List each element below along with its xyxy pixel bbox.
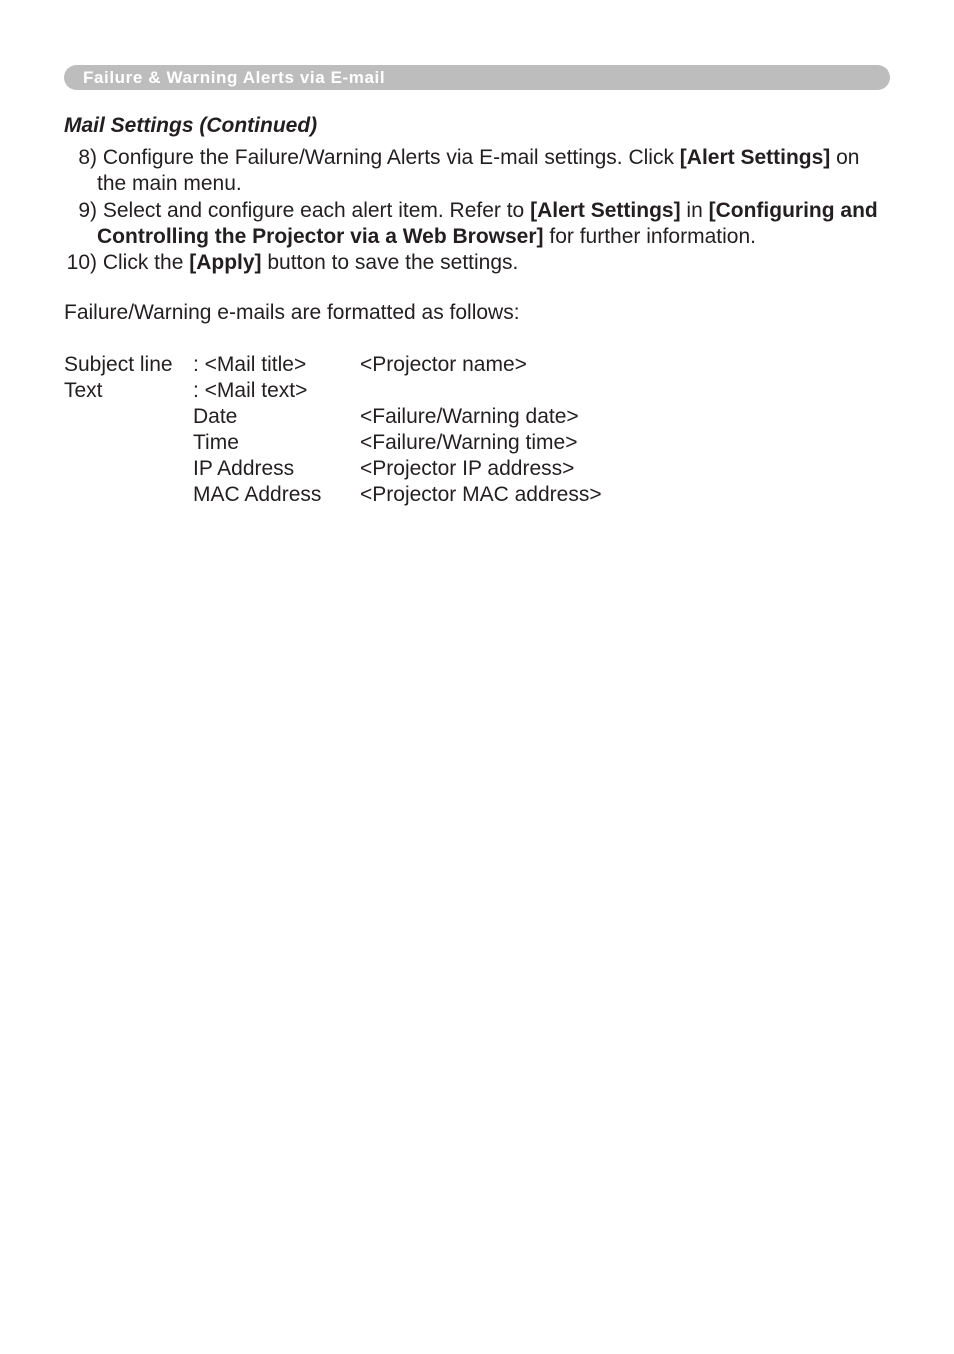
format-field: Time	[193, 431, 239, 454]
format-field: MAC Address	[193, 483, 322, 506]
format-label: Subject line	[64, 353, 173, 376]
format-row	[64, 482, 894, 508]
section-header-bar	[64, 65, 890, 90]
format-value: <Failure/Warning time>	[360, 431, 578, 454]
format-value: <Failure/Warning date>	[360, 405, 579, 428]
step-9	[64, 198, 894, 250]
format-row	[64, 378, 894, 404]
alert-settings-ref: [Alert Settings]	[530, 199, 681, 222]
apply-button-ref: [Apply]	[189, 251, 262, 274]
format-field: : <Mail text>	[193, 379, 308, 402]
format-label: Text	[64, 379, 103, 402]
web-browser-chapter-ref: [Configuring and Controlling the Projector via a Web Browser]	[97, 199, 878, 248]
step-number: 10)	[66, 251, 97, 274]
format-value: <Projector MAC address>	[360, 483, 602, 506]
section-title: Mail Settings (Continued)	[64, 114, 318, 137]
section-header-title: Failure & Warning Alerts via E-mail	[83, 68, 386, 87]
format-value: <Projector IP address>	[360, 457, 575, 480]
alert-settings-ref: [Alert Settings]	[679, 146, 831, 169]
step-text: Click the [Apply] button to save the settings.	[102, 251, 519, 274]
step-number: 9)	[78, 199, 97, 222]
format-field: Date	[193, 405, 238, 428]
format-row	[64, 430, 894, 456]
step-10	[64, 250, 894, 276]
format-intro: Failure/Warning e-mails are formatted as follows:	[64, 301, 520, 324]
step-8	[64, 145, 894, 197]
step-number: 8)	[78, 146, 97, 169]
page-content	[64, 113, 894, 508]
format-value: <Projector name>	[360, 353, 527, 376]
format-row	[64, 352, 894, 378]
step-text: Select and configure each alert item. Refer to [Alert Settings] in [Configuring and Controlling the Projector via a Web Browser] for further information.	[97, 199, 878, 248]
format-row	[64, 404, 894, 430]
step-text: Configure the Failure/Warning Alerts via E-mail settings. Click [Alert Settings] on the main menu.	[97, 146, 860, 195]
email-format-table	[64, 352, 894, 508]
format-field: : <Mail title>	[193, 353, 307, 376]
format-field: IP Address	[193, 457, 295, 480]
format-row	[64, 456, 894, 482]
